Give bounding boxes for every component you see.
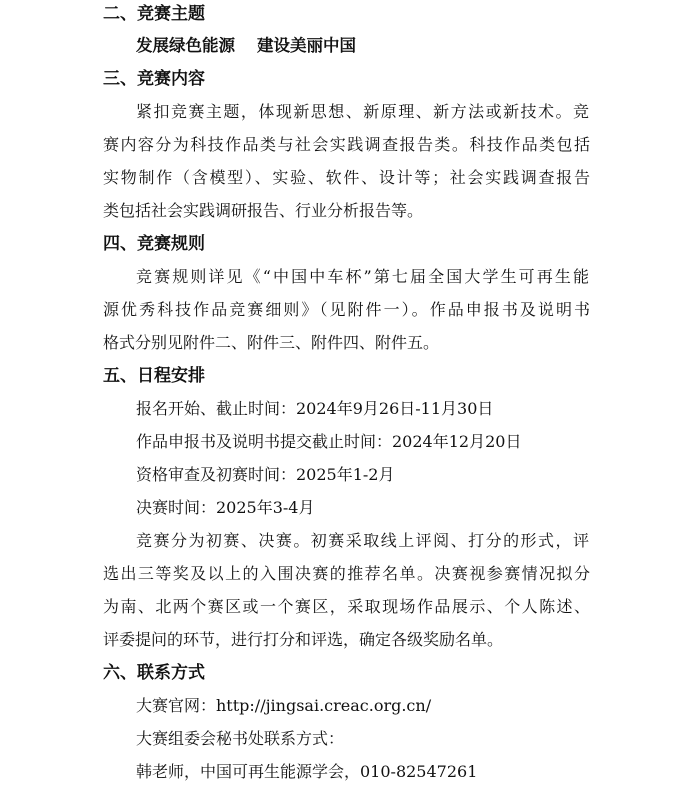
schedule-line-3: 为南、北两个赛区或一个赛区，采取现场作品展示、个人陈述、	[103, 597, 590, 616]
theme-part-1: 发展绿色能源	[136, 36, 235, 55]
schedule-item-registration: 报名开始、截止时间：2024年9月26日-11月30日	[136, 399, 494, 418]
theme-text	[136, 34, 356, 58]
theme-part-2: 建设美丽中国	[257, 36, 356, 55]
content-line-1: 紧扣竞赛主题，体现新思想、新原理、新方法或新技术。竞	[136, 102, 589, 121]
schedule-item-final: 决赛时间：2025年3-4月	[136, 498, 315, 517]
heading-theme: 二、竞赛主题	[103, 4, 205, 24]
contact-secretariat: 大赛组委会秘书处联系方式：	[136, 729, 345, 748]
heading-schedule: 五、日程安排	[103, 366, 205, 386]
contact-person: 韩老师，中国可再生能源学会，010-82547261	[136, 762, 478, 781]
rules-line-3: 格式分别见附件二、附件三、附件四、附件五。	[103, 333, 440, 352]
heading-content: 三、竞赛内容	[103, 69, 205, 89]
heading-contact: 六、联系方式	[103, 663, 205, 683]
heading-rules: 四、竞赛规则	[103, 234, 205, 254]
schedule-item-preliminary: 资格审查及初赛时间：2025年1-2月	[136, 465, 395, 484]
schedule-line-4: 评委提问的环节，进行打分和评选，确定各级奖励名单。	[103, 630, 504, 649]
schedule-item-submission: 作品申报书及说明书提交截止时间：2024年12月20日	[136, 432, 522, 451]
rules-line-2: 源优秀科技作品竞赛细则》（见附件一）。作品申报书及说明书	[103, 300, 590, 319]
rules-line-1: 竞赛规则详见《“中国中车杯”第七届全国大学生可再生能	[136, 267, 589, 286]
content-line-4: 类包括社会实践调研报告、行业分析报告等。	[103, 201, 424, 220]
contact-website: 大赛官网：http://jingsai.creac.org.cn/	[136, 696, 432, 715]
schedule-line-1: 竞赛分为初赛、决赛。初赛采取线上评阅、打分的形式，评	[136, 531, 589, 550]
schedule-line-2: 选出三等奖及以上的入围决赛的推荐名单。决赛视参赛情况拟分	[103, 564, 590, 583]
content-line-2: 赛内容分为科技作品类与社会实践调查报告类。科技作品类包括	[103, 135, 590, 154]
content-line-3: 实物制作（含模型）、实验、软件、设计等；社会实践调查报告	[103, 168, 590, 187]
